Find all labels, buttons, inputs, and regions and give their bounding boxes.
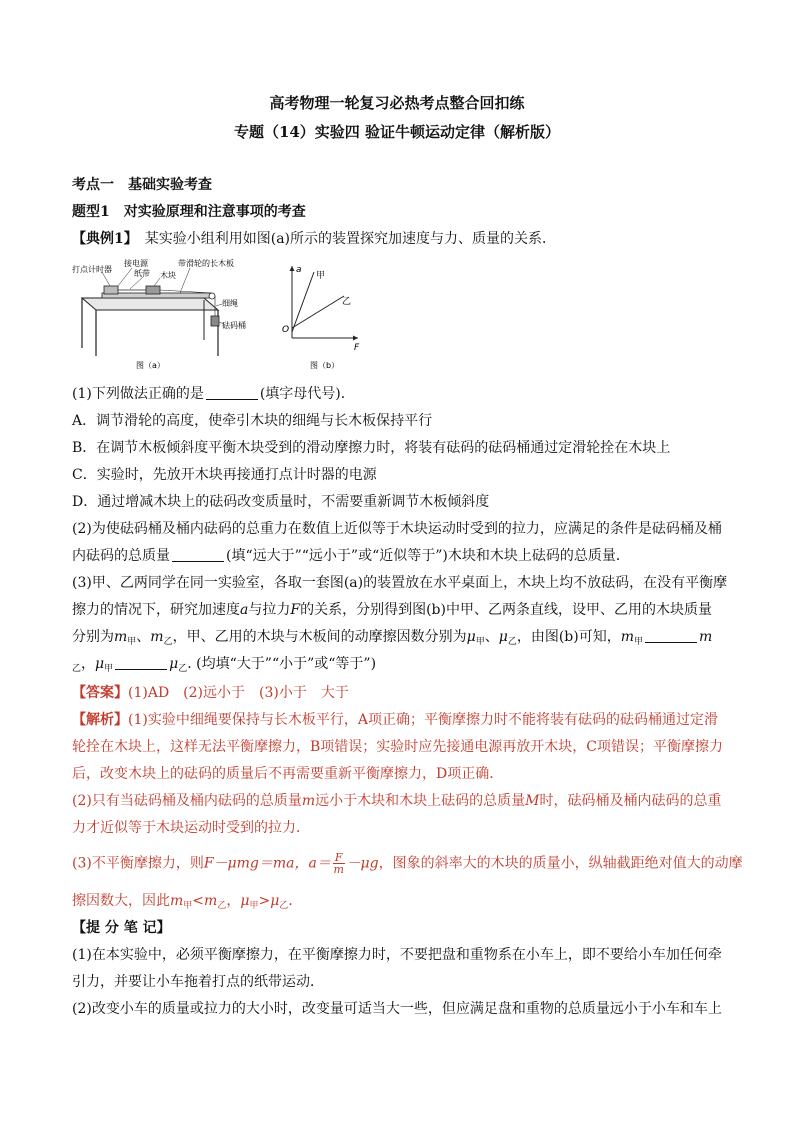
caption-b: 图（b） [310, 361, 340, 370]
answer-text: (1)AD (2)远小于 (3)小于 大于 [128, 685, 349, 701]
analysis-line-3: 后，改变木块上的砝码的质量后不再需要重新平衡摩擦力，D项正确． [72, 766, 504, 782]
comma: ， [226, 893, 241, 909]
sub-yi: 乙 [178, 664, 188, 674]
sub-jia: 甲 [127, 637, 137, 647]
label-bucket: 砝码桶 [222, 321, 246, 330]
q3-text: . (均填“大于”“小于”或“等于”) [187, 656, 377, 672]
sub-yi: 乙 [279, 901, 289, 911]
figure-b-graph [278, 260, 368, 372]
var-mu: μ [169, 656, 179, 672]
label-timer: 打点计时器 [72, 265, 112, 274]
q3-line-1: (3)甲、乙两同学在同一实验室，各取一套图(a)的装置放在水平桌面上，木块上均不放砝码，在没有平衡摩 [72, 575, 728, 591]
q2-suffix: (填“远大于”“远小于”或“近似等于”)木块和木块上砝码的总质量． [226, 548, 630, 564]
var-m: m [620, 629, 635, 645]
section-heading: 考点一 基础实验考查 [72, 177, 212, 193]
line-jia-label: 甲 [316, 271, 326, 281]
axis-a-label: a [296, 265, 302, 275]
q3-text: 擦力的情况下，研究加速度 [72, 602, 240, 618]
notes-line-2: 引力，并要让小车拖着打点的纸带运动． [72, 974, 324, 990]
period: ． [288, 893, 303, 909]
origin-label: O [282, 325, 290, 335]
option-c: C．实验时，先放开木块再接通打点计时器的电源 [72, 467, 377, 483]
label-tape: 纸带 [134, 269, 150, 278]
equation-3: －μg [346, 855, 379, 872]
analysis-line-2: 轮拴在木块上，这样无法平衡摩擦力，B项错误；实验时应先接通电源再放开木块，C项错误；平衡摩擦力 [72, 739, 723, 755]
q3-text: ，由图(b)可知， [516, 629, 621, 645]
analysis-tag: 【解析】 [72, 712, 128, 728]
analysis-line-5: 力才近似等于木块运动时受到的拉力． [72, 820, 310, 836]
q3-line-3 [72, 627, 724, 652]
example-line [72, 229, 724, 249]
var-mu: μ [498, 629, 508, 645]
q2-line-1: (2)为使砝码桶及桶内砝码的总重力在数值上近似等于木块运动时受到的拉力，应满足的条件是砝码桶及桶 [72, 521, 722, 537]
q2-prefix: 内砝码的总质量 [72, 548, 170, 564]
var-a: a [240, 602, 249, 618]
example-text: 某实验小组利用如图(a)所示的装置探究加速度与力、质量的关系． [130, 231, 557, 247]
q3-text: 分别为 [72, 629, 114, 645]
analysis-text: (1)实验中细绳要保持与长木板平行，A项正确；平衡摩擦力时不能将装有砝码的砝码桶通过定滑 [128, 712, 718, 728]
analysis-line-6 [72, 851, 743, 876]
var-m: m [204, 893, 218, 909]
sep: 、 [484, 629, 499, 645]
label-power: 接电源 [124, 259, 148, 268]
line-jia [292, 272, 314, 332]
fraction-f-over-m [333, 852, 345, 875]
option-d: D．通过增减木块上的砝码改变质量时，不需要重新调节木板倾斜度 [72, 494, 490, 510]
var-mu: μ [270, 893, 280, 909]
fraction-numerator: F [334, 851, 343, 864]
var-m: m [170, 893, 184, 909]
var-big-m: M [525, 793, 540, 809]
analysis-text: 擦因数大，因此 [72, 893, 170, 909]
caption-a: 图（a） [136, 361, 165, 370]
var-m: m [301, 793, 316, 809]
q2-line-2 [72, 546, 724, 566]
sub-jia: 甲 [634, 637, 644, 647]
sub-yi: 乙 [72, 664, 82, 674]
equation-2: ，a＝ [294, 855, 331, 872]
analysis-line-4 [72, 791, 724, 811]
analysis-line-7 [72, 891, 724, 916]
var-m: m [114, 629, 128, 645]
analysis-text: 远小于木块和木块上砝码的总质量 [315, 793, 526, 809]
page-subtitle: 专题（14）实验四 验证牛顿运动定律（解析版） [233, 123, 561, 141]
q3-line-2 [72, 600, 724, 620]
option-a: A．调节滑轮的高度，使牵引木块的细绳与长木板保持平行 [72, 413, 433, 429]
label-string: 细绳 [222, 299, 238, 308]
var-m: m [699, 629, 713, 645]
sub-yi: 乙 [217, 901, 227, 911]
option-b: B．在调节木板倾斜度平衡木块受到的滑动摩擦力时，将装有砝码的砝码桶通过定滑轮拴在木块上 [72, 440, 671, 456]
q3-line-4 [72, 654, 724, 679]
q3-blank-1 [645, 628, 697, 643]
page-title: 高考物理一轮复习必热考点整合回扣练 [269, 94, 525, 112]
axis-f-label: F [354, 343, 360, 353]
answer-line [72, 683, 724, 703]
line-yi-label: 乙 [342, 297, 352, 307]
sep: 、 [136, 629, 151, 645]
var-mu: μ [95, 656, 105, 672]
fraction-denominator: m [333, 863, 344, 876]
less-than: < [192, 893, 205, 909]
label-board: 带滑轮的长木板 [178, 259, 234, 268]
analysis-text: 时，砝码桶及桶内砝码的总重 [539, 793, 722, 809]
answer-tag: 【答案】 [72, 685, 128, 701]
analysis-text: ，图象的斜率大的木块的质量小，纵轴截距绝对值大的动摩 [378, 855, 743, 872]
q3-text: ，甲、乙用的木块与木板间的动摩擦因数分别为 [172, 629, 467, 645]
var-f: F [290, 602, 301, 618]
label-block: 木块 [160, 271, 176, 280]
sub-jia: 甲 [475, 637, 485, 647]
question-1 [72, 384, 724, 404]
sub-yi: 乙 [507, 637, 517, 647]
q3-blank-2 [115, 655, 167, 670]
q1-suffix: (填字母代号)． [259, 386, 355, 402]
var-mu: μ [466, 629, 476, 645]
figure-a-apparatus [72, 256, 246, 372]
notes-line-1: (1)在本实验中，必须平衡摩擦力，在平衡摩擦力时，不要把盘和重物系在小车上，即不要给小车加任何牵 [72, 947, 722, 963]
q3-text: ， [81, 656, 96, 672]
q3-text: 的关系，分别得到图(b)中甲、乙两条直线，设甲、乙用的木块质量 [300, 602, 712, 618]
var-mu: μ [240, 893, 250, 909]
var-m: m [150, 629, 164, 645]
notes-line-3: (2)改变小车的质量或拉力的大小时，改变量可适当大一些，但应满足盘和重物的总质量远小于小车和车上 [72, 1001, 722, 1017]
sub-yi: 乙 [163, 637, 173, 647]
q1-prefix: (1)下列做法正确的是 [72, 386, 204, 402]
notes-heading: 【提 分 笔 记】 [72, 920, 171, 936]
q2-blank [172, 547, 224, 562]
sub-jia: 甲 [249, 901, 259, 911]
analysis-text: (2)只有当砝码桶及桶内砝码的总质量 [72, 793, 302, 809]
greater-than: > [258, 893, 271, 909]
analysis-text: (3)不平衡摩擦力，则 [72, 855, 204, 872]
analysis-line-1 [72, 710, 724, 730]
equation-1: F－μmg＝ma [203, 855, 295, 872]
sub-jia: 甲 [183, 901, 193, 911]
q3-text: 与拉力 [248, 602, 291, 618]
question-type-heading: 题型1 对实验原理和注意事项的考查 [72, 204, 306, 220]
q1-blank [206, 385, 258, 400]
sub-jia: 甲 [104, 664, 114, 674]
example-tag: 【典例1】 [72, 231, 131, 247]
